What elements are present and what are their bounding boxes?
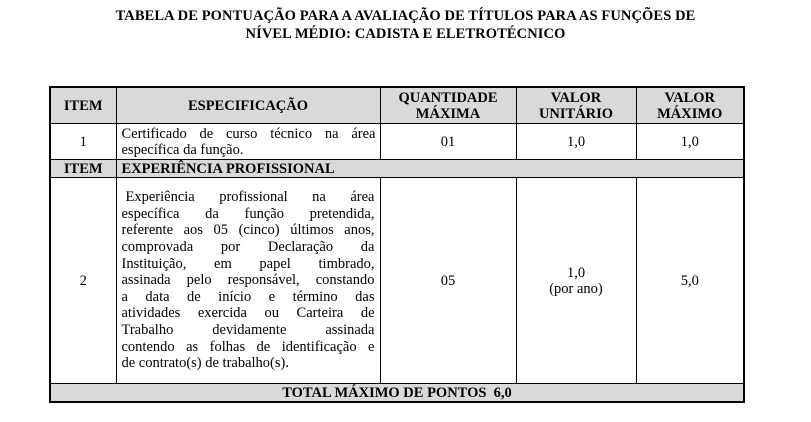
row-2-specification (116, 178, 380, 384)
row-2-unit-value-line-1: 1,0 (566, 264, 586, 281)
row-2-spec-line: Trabalho devidamente assinada (121, 321, 375, 338)
row-2-spec-line: de contrato(s) de trabalho(s). (121, 355, 289, 372)
row-1-spec-line-1: Certificado de curso técnico na área (121, 125, 376, 142)
section-title: EXPERIÊNCIA PROFISSIONAL (116, 160, 744, 178)
header-unit-value-line-2: UNITÁRIO (538, 105, 614, 122)
row-2-spec-line: assinada pelo responsável, constando (121, 272, 375, 289)
row-2-item: 2 (50, 178, 116, 384)
row-1-max-quantity: 01 (380, 124, 516, 160)
table-row (50, 178, 744, 384)
row-1-item: 1 (50, 124, 116, 160)
header-max-value (636, 87, 744, 124)
row-1-spec-line-2: específica da função. (121, 141, 244, 158)
row-2-spec-line: específica da função pretendida, (121, 205, 375, 222)
total-row (50, 384, 744, 403)
row-1-max-value: 1,0 (636, 124, 744, 160)
header-max-quantity (380, 87, 516, 124)
header-unit-value (516, 87, 636, 124)
header-max-quantity-line-2: MÁXIMA (415, 105, 481, 122)
header-max-quantity-line-1: QUANTIDADE (398, 89, 498, 106)
table-row (50, 124, 744, 160)
header-unit-value-line-1: VALOR (550, 89, 602, 106)
document-title-line-2: NÍVEL MÉDIO: CADISTA E ELETROTÉCNICO (245, 26, 566, 42)
header-max-value-line-1: VALOR (664, 89, 715, 106)
row-2-unit-value-line-2: (por ano) (549, 280, 603, 297)
header-item: ITEM (50, 87, 116, 124)
row-2-spec-line: comprovada por Declaração da (121, 239, 375, 256)
row-2-max-value: 5,0 (636, 178, 744, 384)
row-2-unit-value (516, 178, 636, 384)
row-2-spec-line: contendo as folhas de identificação e (121, 338, 375, 355)
score-table (49, 86, 745, 403)
row-2-spec-line: referente aos 05 (cinco) últimos anos, (121, 222, 375, 239)
header-row (50, 87, 744, 124)
document-title-line-1: TABELA DE PONTUAÇÃO PARA A AVALIAÇÃO DE TÍTULOS PARA AS FUNÇÕES DE (115, 8, 696, 24)
row-1-unit-value: 1,0 (516, 124, 636, 160)
row-1-specification (116, 124, 380, 160)
row-2-spec-line: a data de início e término das (121, 288, 375, 305)
header-specification: ESPECIFICAÇÃO (116, 87, 380, 124)
row-2-max-quantity: 05 (380, 178, 516, 384)
section-row (50, 160, 744, 178)
row-2-spec-line: Experiência profissional na área (125, 189, 375, 206)
header-max-value-line-2: MÁXIMO (657, 105, 723, 122)
row-2-spec-line: atividades exercida ou Carteira de (121, 305, 375, 322)
total-points: TOTAL MÁXIMO DE PONTOS 6,0 (50, 384, 744, 403)
row-2-spec-line: Instituição, em papel timbrado, (121, 255, 375, 272)
section-item-label: ITEM (50, 160, 116, 178)
